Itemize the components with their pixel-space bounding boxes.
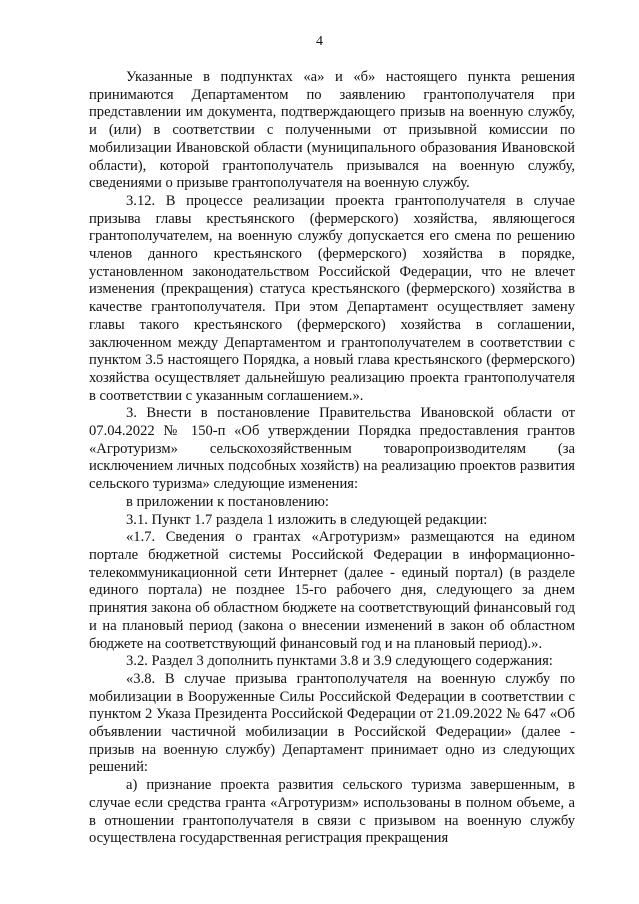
paragraph-3-amend-resolution: 3. Внести в постановление Правительства Ивановской области от 07.04.2022 № 150-п «Об утверждении Порядка предоставления грантов «Агротуризм» сельскохозяйственным товаропроизводителям (за исключением личных подсобных хозяйств) на реализацию проектов развития сельского туризма» следующие изменения: — [89, 405, 575, 493]
paragraph-decision-acceptance: Указанные в подпунктах «а» и «б» настоящего пункта решения принимаются Департаментом по заявлению грантополучателя при представлении им документа, подтверждающего призыв на военную службу, и (или) в соответствии с полученными от призывной комиссии по мобилизации Ивановской области (муниципального образования Ивановской области), которой грантополучатель призывался на военную службу, сведениями о призыве грантополучателя на военную службу. — [89, 69, 575, 192]
paragraph-3-2: 3.2. Раздел 3 дополнить пунктами 3.8 и 3.9 следующего содержания: — [126, 653, 553, 670]
document-body — [89, 69, 575, 848]
paragraph-3-8: «3.8. В случае призыва грантополучателя на военную службу по мобилизации в Вооруженные Силы Российской Федерации в соответствии с пунктом 2 Указа Президента Российской Федерации от 21.09.2022 № 647 «Об объявлении частичной мобилизации в Российской Федерации» (далее - призыв на военную службу) Департамент принимает одно из следующих решений: — [89, 670, 575, 776]
paragraph-in-appendix: в приложении к постановлению: — [126, 493, 329, 510]
paragraph-1-7: «1.7. Сведения о грантах «Агротуризм» размещаются на едином портале бюджетной системы Российской Федерации в информационно-телекоммуникационной сети Интернет (далее - единый портал) (в разделе единого портала) не позднее 15-го рабочего дня, следующего за днем принятия закона об областном бюджете на соответствующий финансовый год и на плановый период (закона о внесении изменений в закон об областном бюджете на соответствующий финансовый год и на плановый период).». — [89, 529, 575, 652]
paragraph-3-12: 3.12. В процессе реализации проекта грантополучателя в случае призыва главы крестьянского (фермерского) хозяйства, являющегося грантополучателем, на военную службу допускается его смена по решению членов данного крестьянского (фермерского) хозяйства в порядке, установленном законодательством Российской Федерации, что не влечет изменения (прекращения) статуса крестьянского (фермерского) хозяйства в качестве грантополучателя. При этом Департамент осуществляет замену главы такого крестьянского (фермерского) хозяйства в соглашении, заключенном между Департаментом и грантополучателем в соответствии с пунктом 3.5 настоящего Порядка, а новый глава крестьянского (фермерского) хозяйства осуществляет дальнейшую реализацию проекта грантополучателя в соответствии с указанным соглашением.». — [89, 192, 575, 404]
page-number: 4 — [316, 34, 323, 49]
paragraph-3-1: 3.1. Пункт 1.7 раздела 1 изложить в следующей редакции: — [126, 511, 488, 528]
paragraph-subitem-a: а) признание проекта развития сельского туризма завершенным, в случае если средства гранта «Агротуризм» использованы в полном объеме, а в отношении грантополучателя в связи с призывом на военную службу осуществлена государственная регистрация прекращения — [89, 777, 575, 847]
